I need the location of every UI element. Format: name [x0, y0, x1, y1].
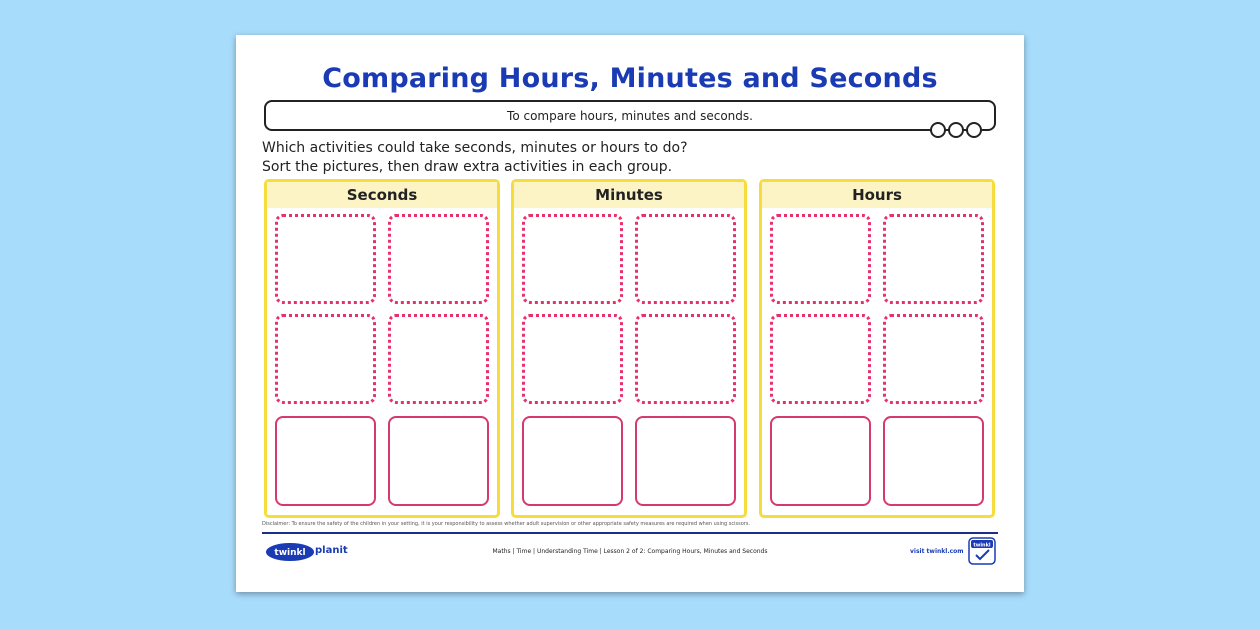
picture-slot — [388, 214, 489, 304]
drawing-box — [883, 416, 984, 506]
picture-slot — [770, 314, 871, 404]
group-header-minutes: Minutes — [514, 182, 744, 208]
drawing-box — [635, 416, 736, 506]
footer-breadcrumb: Maths | Time | Understanding Time | Lesson 2 of 2: Comparing Hours, Minutes and Seconds — [492, 548, 768, 555]
group-hours — [759, 179, 995, 518]
ring-icon — [930, 122, 946, 138]
ring-icon — [948, 122, 964, 138]
group-header-seconds: Seconds — [267, 182, 497, 208]
picture-slot — [275, 214, 376, 304]
instruction-line-2: Sort the pictures, then draw extra activities in each group. — [262, 159, 673, 175]
learning-objective — [264, 100, 996, 131]
picture-slot — [635, 214, 736, 304]
picture-slot — [275, 314, 376, 404]
picture-slot — [522, 314, 623, 404]
page-title: Comparing Hours, Minutes and Seconds — [322, 63, 938, 94]
ring-icon — [966, 122, 982, 138]
group-minutes — [511, 179, 747, 518]
disclaimer: Disclaimer: To ensure the safety of the children in your setting, it is your responsibility to assess whether adult supervision or other appropriate safety measures are required when using scissors. — [262, 521, 751, 527]
planit-label: planit — [315, 545, 348, 556]
visit-link[interactable]: visit twinkl.com — [910, 548, 964, 555]
instruction-line-1: Which activities could take seconds, minutes or hours to do? — [262, 140, 688, 156]
drawing-box — [388, 416, 489, 506]
quality-badge-icon — [968, 537, 996, 565]
worksheet — [236, 35, 1024, 592]
group-seconds — [264, 179, 500, 518]
picture-slot — [388, 314, 489, 404]
objective-text: To compare hours, minutes and seconds. — [507, 109, 753, 123]
picture-slot — [883, 314, 984, 404]
assessment-rings — [930, 122, 982, 138]
instructions — [262, 139, 688, 177]
footer-divider — [262, 532, 998, 534]
drawing-box — [522, 416, 623, 506]
group-header-hours: Hours — [762, 182, 992, 208]
badge-text: twinkl — [973, 542, 991, 549]
drawing-box — [770, 416, 871, 506]
picture-slot — [883, 214, 984, 304]
picture-slot — [770, 214, 871, 304]
drawing-box — [275, 416, 376, 506]
picture-slot — [635, 314, 736, 404]
picture-slot — [522, 214, 623, 304]
logo-text: twinkl — [274, 548, 306, 558]
